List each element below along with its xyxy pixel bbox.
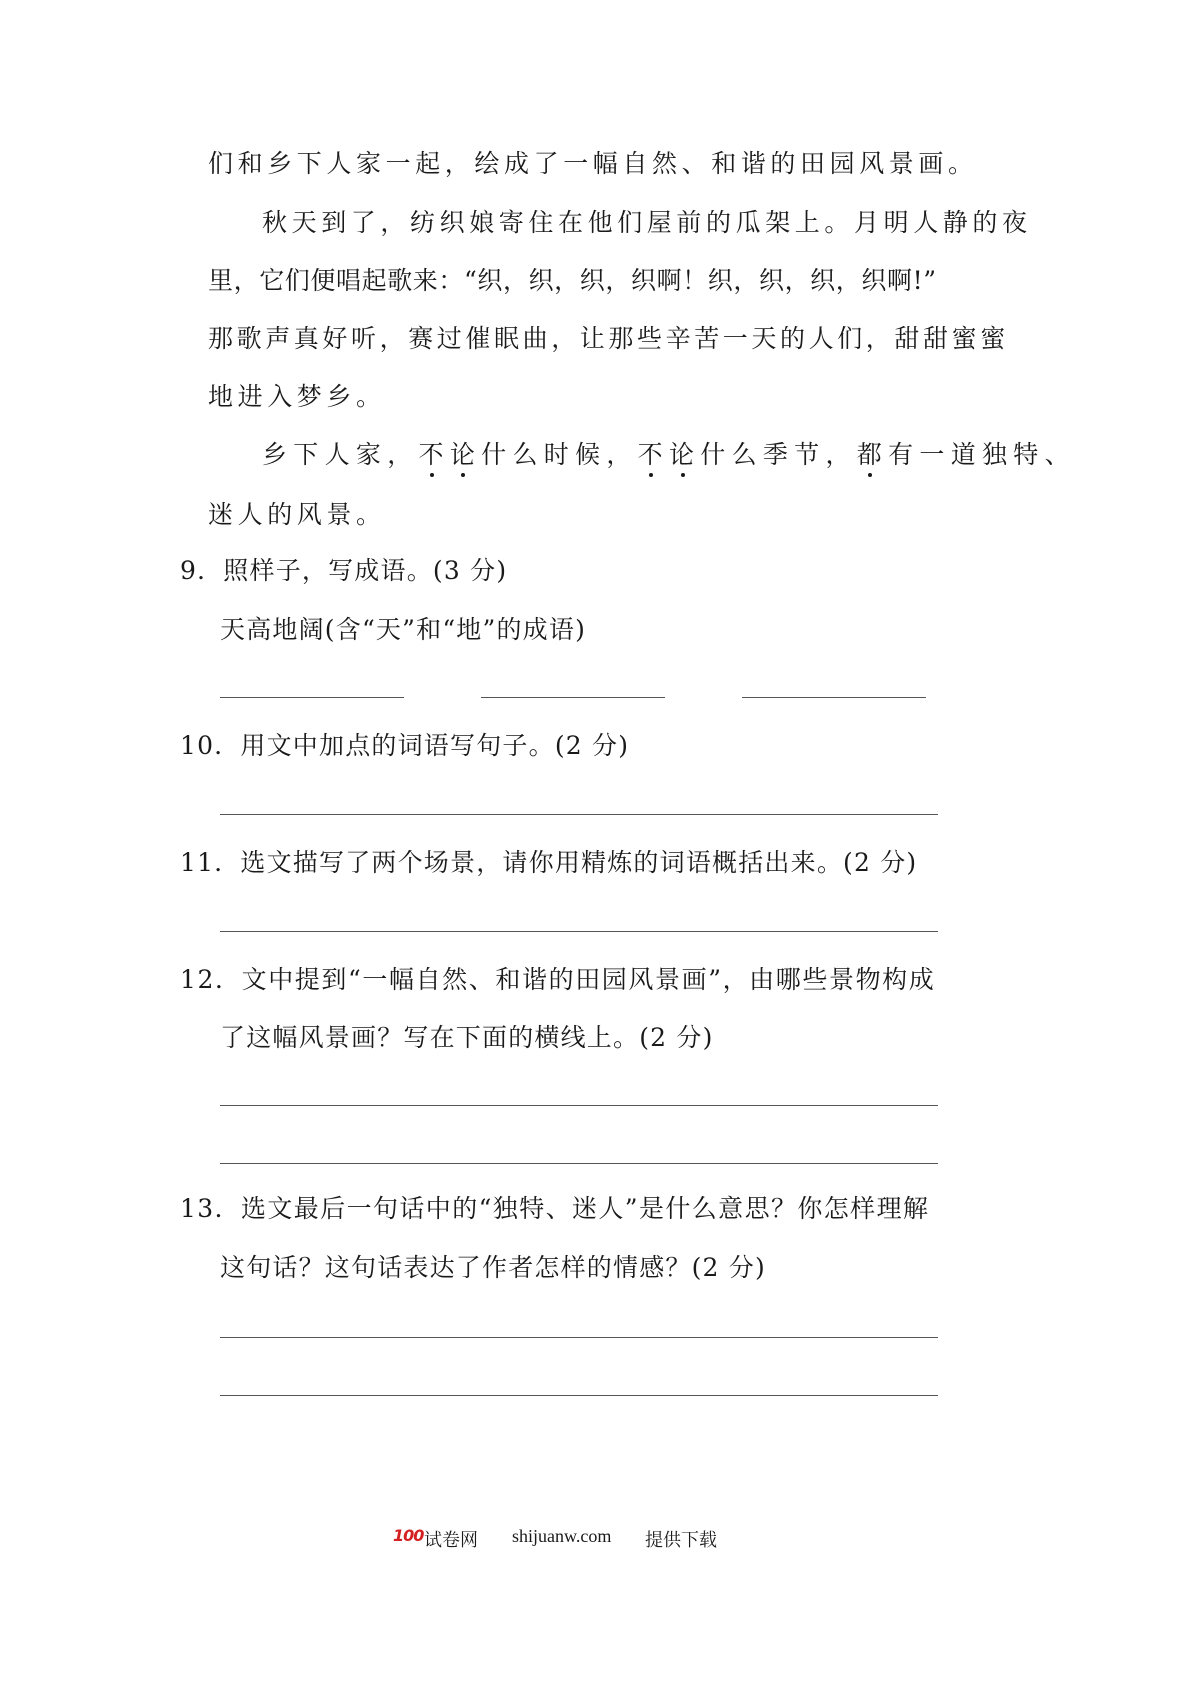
passage-text: 有一道独特、 bbox=[888, 440, 1076, 469]
passage-line-2: 秋天到了，纺织娘寄住在他们屋前的瓜架上。月明人静的夜 bbox=[262, 208, 1032, 237]
answer-line[interactable] bbox=[220, 814, 938, 815]
passage-line-1: 们和乡下人家一起，绘成了一幅自然、和谐的田园风景画。 bbox=[208, 149, 978, 178]
emphasis-char: 论 bbox=[449, 440, 482, 469]
answer-blank[interactable] bbox=[481, 697, 665, 698]
site-name: 试卷网 bbox=[424, 1530, 478, 1551]
answer-line[interactable] bbox=[220, 1337, 938, 1338]
answer-line[interactable] bbox=[220, 1163, 938, 1164]
question-11: 11．选文描写了两个场景，请你用精炼的词语概括出来。(2 分) bbox=[180, 848, 918, 877]
question-12-line-2: 了这幅风景画？写在下面的横线上。(2 分) bbox=[220, 1023, 714, 1052]
passage-text: 什么季节， bbox=[700, 440, 857, 469]
emphasis-char: 不 bbox=[418, 440, 450, 469]
answer-line[interactable] bbox=[220, 1105, 938, 1106]
passage-line-4: 那歌声真好听，赛过催眠曲，让那些辛苦一天的人们，甜甜蜜蜜 bbox=[208, 324, 1009, 353]
answer-blank[interactable] bbox=[742, 697, 926, 698]
question-10: 10．用文中加点的词语写句子。(2 分) bbox=[180, 731, 630, 760]
question-13-line-1: 13．选文最后一句话中的“独特、迷人”是什么意思？你怎样理解 bbox=[180, 1194, 930, 1223]
emphasis-char: 不 bbox=[637, 440, 669, 469]
site-logo: 100 bbox=[393, 1526, 424, 1545]
passage-line-5: 地进入梦乡。 bbox=[208, 382, 386, 411]
passage-line-7: 迷人的风景。 bbox=[208, 500, 386, 529]
emphasis-char: 论 bbox=[668, 440, 701, 469]
answer-line[interactable] bbox=[220, 1395, 938, 1396]
question-13-line-2: 这句话？这句话表达了作者怎样的情感？(2 分) bbox=[220, 1253, 766, 1282]
page-footer bbox=[0, 1523, 1191, 1549]
question-9: 9．照样子，写成语。(3 分) bbox=[180, 556, 508, 585]
passage-line-3: 里，它们便唱起歌来：“织，织，织，织啊！织，织，织，织啊!” bbox=[208, 266, 937, 295]
download-note: 提供下载 bbox=[645, 1530, 717, 1551]
emphasis-char: 都 bbox=[856, 440, 889, 469]
site-url[interactable]: shijuanw.com bbox=[512, 1526, 612, 1546]
answer-line[interactable] bbox=[220, 931, 938, 932]
question-9-example: 天高地阔(含“天”和“地”的成语) bbox=[220, 615, 587, 644]
passage-line-6 bbox=[262, 442, 1076, 467]
answer-blank[interactable] bbox=[220, 697, 404, 698]
passage-text: 乡下人家， bbox=[262, 440, 419, 469]
passage-text: 什么时候， bbox=[481, 440, 638, 469]
question-12-line-1: 12．文中提到“一幅自然、和谐的田园风景画”，由哪些景物构成 bbox=[180, 965, 936, 994]
